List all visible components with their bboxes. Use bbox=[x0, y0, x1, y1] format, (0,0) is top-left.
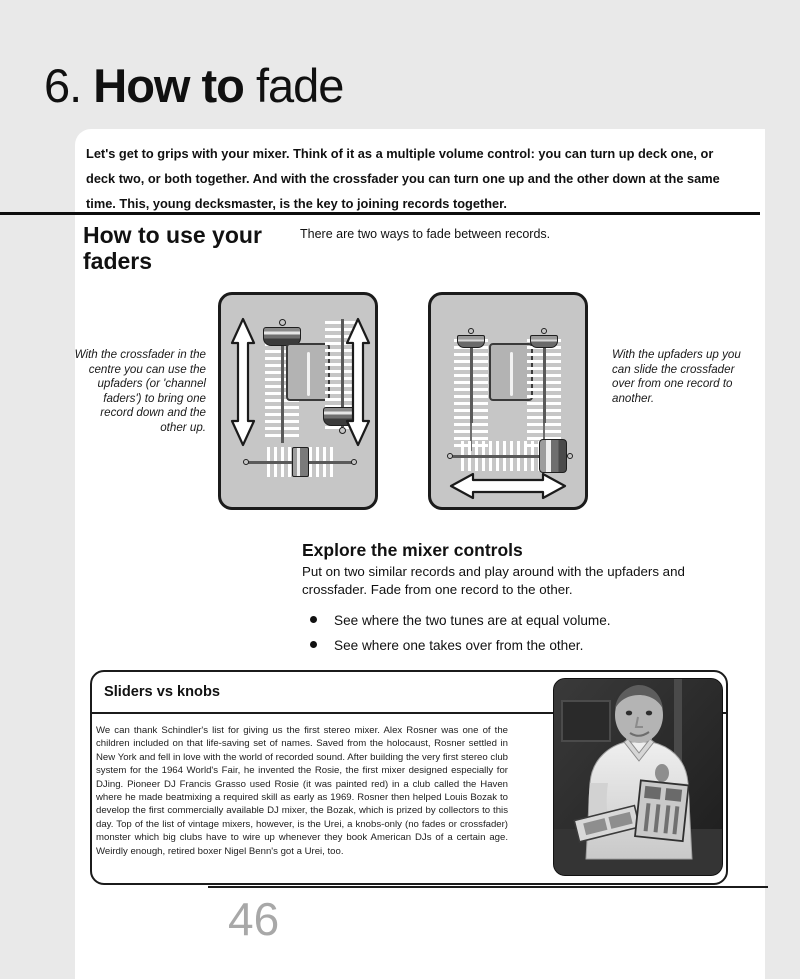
list-item-label: See where the two tunes are at equal volume. bbox=[334, 613, 611, 628]
section-heading: How to use your faders bbox=[83, 222, 262, 274]
crossfader-pin-left-icon bbox=[243, 459, 249, 465]
upfader-knob-right[interactable] bbox=[530, 335, 558, 348]
section-lead: There are two ways to fade between records. bbox=[300, 227, 551, 241]
arrow-left-right-icon bbox=[449, 471, 567, 506]
bullet-dot-icon bbox=[310, 616, 317, 623]
upfader-stem-left bbox=[470, 343, 473, 423]
page-title bbox=[44, 58, 343, 113]
upfader-stem-right bbox=[543, 343, 546, 423]
crossfader-knob[interactable] bbox=[539, 439, 567, 473]
bullet-dot-icon bbox=[310, 641, 317, 648]
arrow-up-down-left-icon bbox=[230, 317, 256, 452]
upfader-knob-left[interactable] bbox=[457, 335, 485, 348]
chapter-title-light: fade bbox=[255, 59, 344, 112]
upfader-pin-left-icon bbox=[279, 319, 286, 326]
sidebar-box-body: We can thank Schindler's list for giving us the first stereo mixer. Alex Rosner was one of the children included on that life-saving set of names. Saved from the holocaust, Rosner settled in New York and fell in love with the world of recorded sound. After building the very first stereo club system for the 1964 World's Fair, he invented the Rosie, the first mixer designed especially for DJing. Pioneer DJ Francis Grasso used Rosie (it was painted red) in a club called the Haven where he made beatmixing a required skill as early as 1969. Rosner then helped Louis Bozak to develop the first commercially available DJ mixer, the Bozak, which is prized by collectors to this day. Top of the list of vintage mixers, however, is the Urei, a knobs-only (no fades or crossfader) monster which big clubs have to wire up whenever they book American DJs of a certain age. Weirdly enough, retired boxer Nigel Benn's got a Urei, too. bbox=[96, 725, 508, 857]
crossfader-pin-right-icon bbox=[351, 459, 357, 465]
upfader-pin-right-icon bbox=[541, 328, 547, 334]
caption-left: With the crossfader in the centre you can use the upfaders (or 'channel faders') to bring one record down and the other up. bbox=[74, 348, 206, 434]
list-item-label: See where one takes over from the other. bbox=[334, 638, 584, 653]
explore-heading: Explore the mixer controls bbox=[302, 540, 523, 560]
crossfader-pin-left-icon bbox=[447, 453, 453, 459]
crossfader-stem bbox=[452, 455, 552, 458]
arrow-up-down-right-icon bbox=[345, 317, 371, 452]
divider-bottom bbox=[208, 886, 768, 888]
crossfader-knob[interactable] bbox=[292, 447, 309, 477]
mixer-diagram-crossfader-sweep bbox=[428, 292, 588, 510]
caption-right: With the upfaders up you can slide the crossfader over from one record to another. bbox=[612, 348, 741, 405]
mixer-diagram-crossfader-centre bbox=[218, 292, 378, 510]
sidebar-box-title: Sliders vs knobs bbox=[104, 684, 220, 700]
crossfader-pin-right-icon bbox=[567, 453, 573, 459]
intro-paragraph: Let's get to grips with your mixer. Think of it as a multiple volume control: you can turn up deck one, or deck two, or both together. And with the crossfader you can turn one up and the other down at the same time. This, young decksmaster, is the key to joining records together. bbox=[86, 146, 720, 211]
chapter-number: 6. bbox=[44, 59, 82, 112]
upfader-stem-left bbox=[281, 335, 284, 443]
chapter-title-bold: How to bbox=[93, 59, 244, 112]
explore-body: Put on two similar records and play around with the upfaders and crossfader. Fade from one record to the other. bbox=[302, 564, 685, 597]
list-item bbox=[306, 633, 726, 658]
mixer-center-panel bbox=[286, 343, 330, 401]
list-item bbox=[306, 608, 726, 633]
explore-bullet-list bbox=[306, 608, 726, 658]
photo-alex-rosner bbox=[553, 678, 723, 876]
divider-top bbox=[0, 212, 760, 215]
upfader-pin-left-icon bbox=[468, 328, 474, 334]
page-number: 46 bbox=[228, 893, 280, 945]
